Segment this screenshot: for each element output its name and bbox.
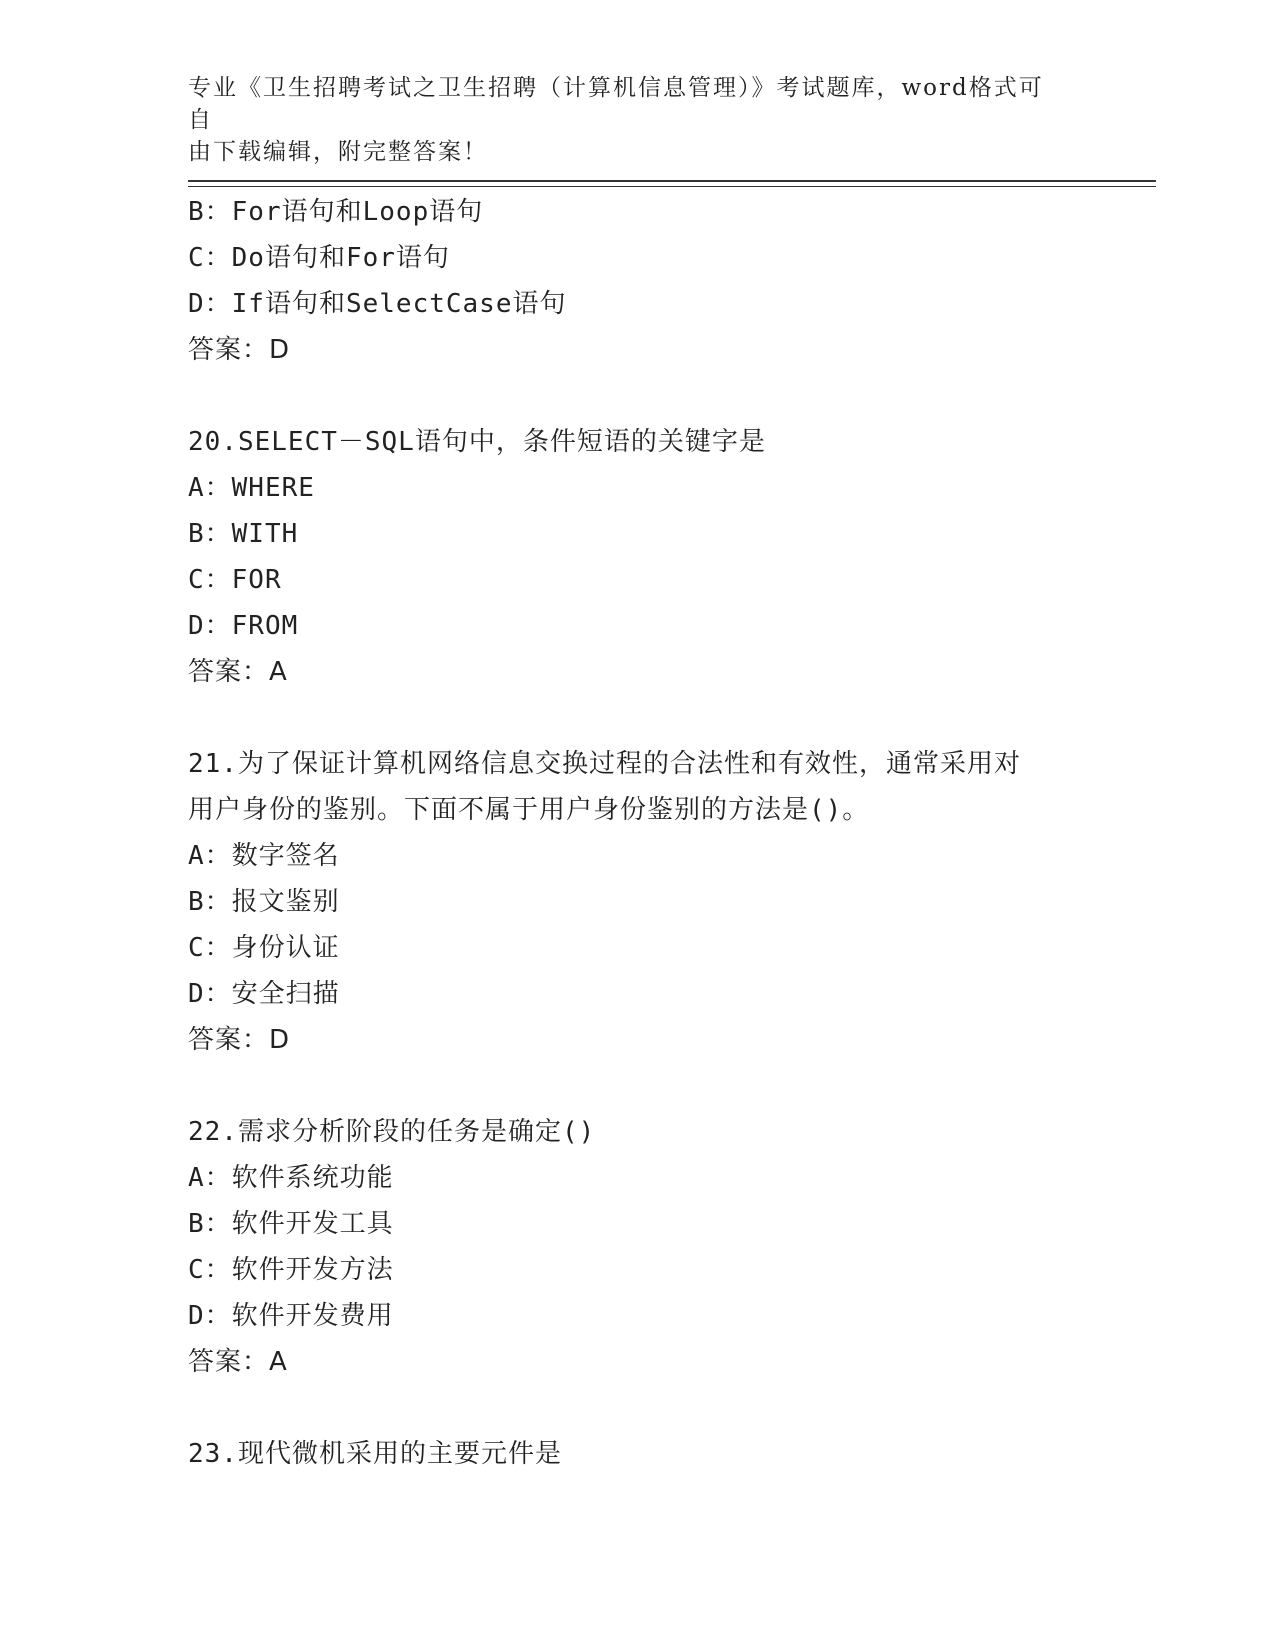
option-c: C：FOR xyxy=(188,565,282,595)
option-d: D：If语句和SelectCase语句 xyxy=(188,289,567,319)
question-list xyxy=(188,189,1088,1477)
spacer xyxy=(188,1063,1088,1109)
question-stem: 22.需求分析阶段的任务是确定() xyxy=(188,1117,596,1147)
answer-text: 答案：D xyxy=(188,335,291,365)
option-b: B：WITH xyxy=(188,519,299,549)
question-stem: 20.SELECT－SQL语句中，条件短语的关键字是 xyxy=(188,427,766,457)
option-c: C：Do语句和For语句 xyxy=(188,243,450,273)
answer-text: 答案：D xyxy=(188,1025,291,1055)
header-divider-thin xyxy=(188,186,1156,187)
question-stem: 23.现代微机采用的主要元件是 xyxy=(188,1439,562,1469)
spacer xyxy=(188,695,1088,741)
document-header xyxy=(188,72,1068,168)
question-23 xyxy=(188,1431,1088,1477)
option-b: B：For语句和Loop语句 xyxy=(188,197,484,227)
option-c: C：身份认证 xyxy=(188,933,340,963)
question-stem-line-2: 用户身份的鉴别。下面不属于用户身份鉴别的方法是()。 xyxy=(188,795,870,825)
option-a: A：WHERE xyxy=(188,473,315,503)
option-c: C：软件开发方法 xyxy=(188,1255,394,1285)
header-line-2: 由下载编辑，附完整答案！ xyxy=(188,139,488,165)
answer-text: 答案：A xyxy=(188,657,288,687)
question-stem-line-1: 21.为了保证计算机网络信息交换过程的合法性和有效性，通常采用对 xyxy=(188,749,1021,779)
option-d: D：FROM xyxy=(188,611,299,641)
spacer xyxy=(188,373,1088,419)
answer-text: 答案：A xyxy=(188,1347,288,1377)
question-19-tail xyxy=(188,189,1088,373)
header-line-1: 专业《卫生招聘考试之卫生招聘（计算机信息管理）》考试题库，word格式可自 xyxy=(188,75,1044,133)
question-20 xyxy=(188,419,1088,695)
option-a: A：软件系统功能 xyxy=(188,1163,394,1193)
header-divider-thick xyxy=(188,180,1156,182)
option-d: D：软件开发费用 xyxy=(188,1301,394,1331)
option-b: B：报文鉴别 xyxy=(188,887,340,917)
question-22 xyxy=(188,1109,1088,1385)
question-21 xyxy=(188,741,1088,1063)
option-b: B：软件开发工具 xyxy=(188,1209,394,1239)
option-d: D：安全扫描 xyxy=(188,979,340,1009)
option-a: A：数字签名 xyxy=(188,841,340,871)
spacer xyxy=(188,1385,1088,1431)
